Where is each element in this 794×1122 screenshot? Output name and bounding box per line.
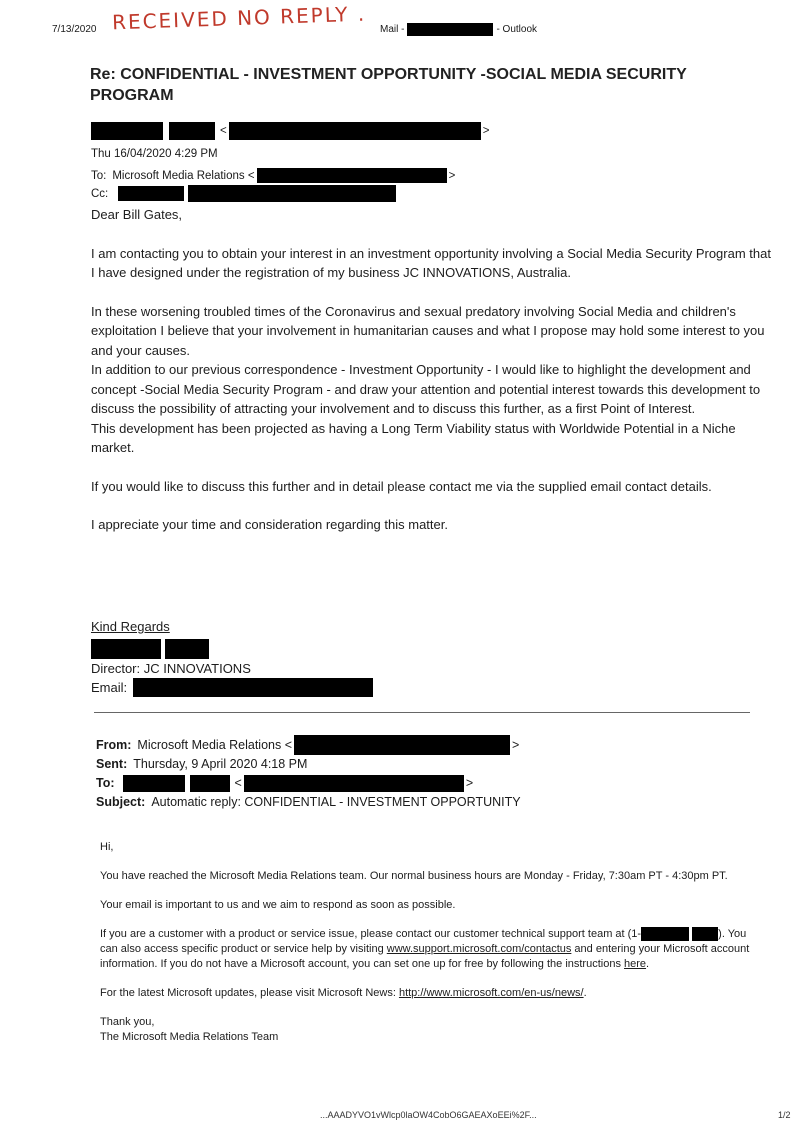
sender-line [91,122,489,140]
reply-paragraph-1: You have reached the Microsoft Media Relations team. Our normal business hours are Monday - Friday, 7:30am PT - 4:30pm PT. [100,870,728,882]
redaction-bar [257,168,447,183]
fwd-sent-label: Sent: [96,757,128,771]
redaction-bar [118,186,184,201]
reply-paragraph-4 [100,986,760,1001]
redaction-bar [641,927,689,941]
sender-open: < [220,125,227,137]
fwd-sent-line [96,755,521,774]
cc-line [91,185,396,202]
fwd-subject-line [96,793,521,812]
reply-p4-end: . [583,987,587,999]
fwd-from-value: Microsoft Media Relations < [137,737,292,752]
to-close: > [448,169,456,182]
redaction-bar [190,775,230,792]
news-link[interactable]: http://www.microsoft.com/en-us/news/ [398,987,584,999]
paragraph-4: This development has been projected as having a Long Term Viability status with Worldwide Potential in a Niche market. [91,420,736,455]
fwd-to-close: > [465,776,474,790]
auto-reply [100,840,760,1045]
reply-p3-end: . [646,958,650,970]
email-line [91,678,771,698]
cc-label: Cc: [91,187,109,200]
redaction-bar [407,23,493,36]
reply-paragraph-3 [100,927,760,972]
fwd-sent-value: Thursday, 9 April 2020 4:18 PM [133,757,308,771]
fwd-from-line [96,735,521,755]
handwritten-note: RECEIVED NO REPLY . [111,1,367,35]
to-label: To: [91,169,107,182]
paragraph-5: If you would like to discuss this further and in detail please contact me via the supplied email contact details. [91,478,712,494]
redaction-bar [91,122,163,140]
email-subject: Re: CONFIDENTIAL - INVESTMENT OPPORTUNITY -SOCIAL MEDIA SECURITY PROGRAM [90,66,687,104]
to-line [91,168,455,183]
signature-name [91,639,771,659]
forwarded-header [96,735,521,812]
to-name: Microsoft Media Relations < [112,169,255,182]
email-body [91,205,771,535]
redaction-bar [244,775,464,792]
mail-prefix: Mail - [380,24,405,35]
mail-suffix: - Outlook [496,24,538,35]
redaction-bar [188,185,396,202]
fwd-to-line [96,774,521,793]
closing: Kind Regards [91,619,170,634]
fwd-to-label: To: [96,776,115,790]
redaction-bar [123,775,185,792]
reply-paragraph-2: Your email is important to us and we aim to respond as soon as possible. [100,899,456,911]
fwd-from-label: From: [96,737,132,752]
email-datetime: Thu 16/04/2020 4:29 PM [91,148,218,160]
fwd-subject-value: Automatic reply: CONFIDENTIAL - INVESTMENT OPPORTUNITY [151,795,521,809]
reply-p4-a: For the latest Microsoft updates, please visit Microsoft News: [100,987,399,999]
here-link[interactable]: here [624,958,647,970]
fwd-subject-label: Subject: [96,795,146,809]
email-label: Email: [91,680,128,695]
page-number: 1/2 [778,1110,791,1120]
paragraph-3: In addition to our previous correspondence - Investment Opportunity - I would like to highlight the development and concept -Social Media Security Program - and draw your attention and potential interest towards this development to discuss the possibility of attracting your involvement and to discuss this further, as a first Point of Interest. [91,362,761,416]
fwd-to-open: < [234,776,242,790]
paragraph-1: I am contacting you to obtain your interest in an investment opportunity involving a Social Media Security Program that I have designed under the registration of my business JC INNOVATIONS, Australia. [91,245,771,280]
print-date: 7/13/2020 [52,24,97,35]
divider [94,712,750,713]
reply-p3-a: If you are a customer with a product or service issue, please contact our customer technical support team at (1- [100,928,642,940]
paragraph-6: I appreciate your time and consideration regarding this matter. [91,517,448,532]
redaction-bar [133,678,373,697]
reply-p3-c: and entering your Microsoft account information. If you do not have a Microsoft account, you can set one up for free by following the instructions [100,943,750,970]
reply-hi: Hi, [100,841,114,853]
reply-team: The Microsoft Media Relations Team [100,1031,279,1043]
support-link[interactable]: www.support.microsoft.com/contactus [386,943,572,955]
paragraph-2: In these worsening troubled times of the Coronavirus and sexual predatory involving Social Media and children's exploitation I believe that your involvement in humanitarian causes and what I propose may hold some interest to you and your causes. [91,303,765,358]
reply-p3-b: ). You can also access specific product or service help by visiting [100,928,747,955]
sender-close: > [482,125,490,137]
greeting: Dear Bill Gates, [91,207,183,222]
redaction-bar [91,639,161,659]
redaction-bar [692,927,718,941]
window-title [380,23,537,36]
fwd-from-close: > [512,737,520,752]
reply-thanks: Thank you, [100,1016,155,1028]
footer-url: ...AAADYVO1vWlcp0laOW4CobO6GAEAXoEEi%2F... [320,1110,537,1120]
redaction-bar [169,122,215,140]
redaction-bar [229,122,481,140]
redaction-bar [294,735,510,755]
signature [91,617,771,698]
director-line: Director: JC INNOVATIONS [91,660,251,676]
redaction-bar [165,639,209,659]
